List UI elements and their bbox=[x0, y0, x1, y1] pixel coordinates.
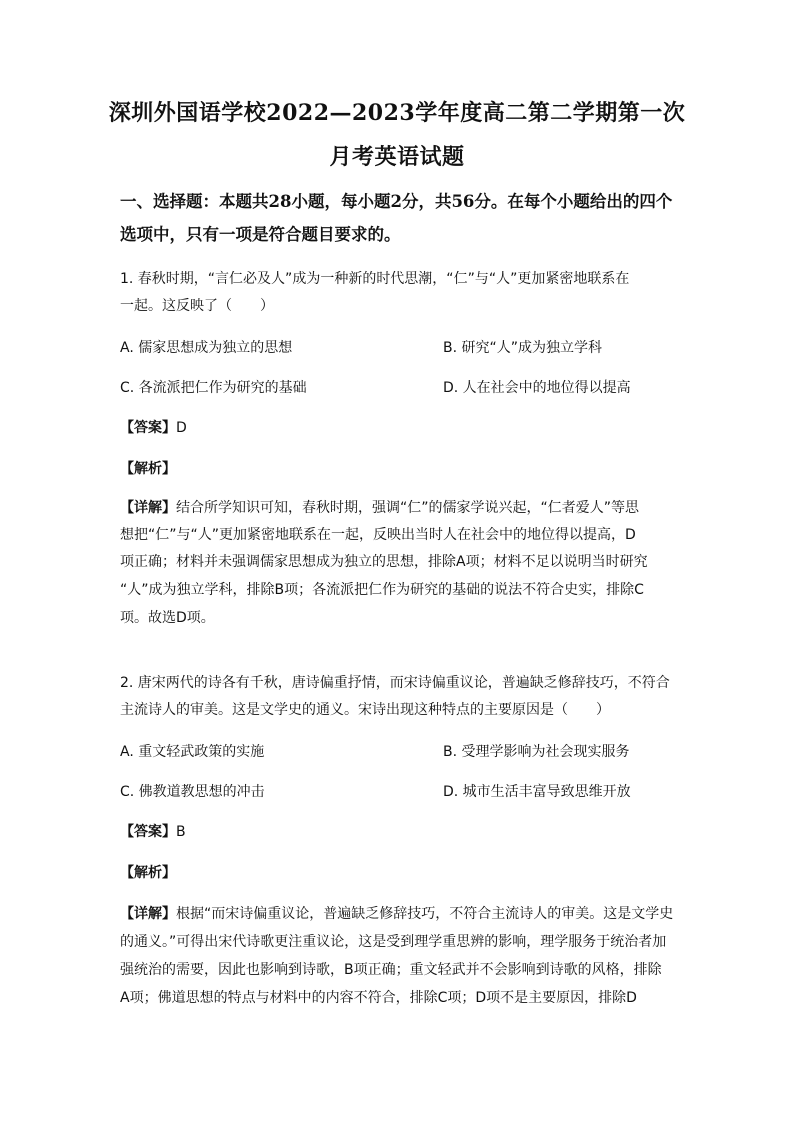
question-1-option-c: C. 各流派把仁作为研究的基础 bbox=[120, 380, 307, 396]
detail-text: 根据“而宋诗偏重议论，普遍缺乏修辞技巧，不符合主流诗人的审美。这是文学史 bbox=[176, 906, 674, 922]
document-title-line-1: 深圳外国语学校2022—2023学年度高二第二学期第一次 bbox=[108, 100, 686, 126]
question-2-stem-line-1: 2. 唐宋两代的诗各有千秋，唐诗偏重抒情，而宋诗偏重议论，普遍缺乏修辞技巧，不符合 bbox=[120, 675, 670, 691]
question-2-option-c: C. 佛教道教思想的冲击 bbox=[120, 784, 265, 800]
question-1-stem-line-1: 1. 春秋时期，“言仁必及人”成为一种新的时代思潮，“仁”与“人”更加紧密地联系在 bbox=[120, 271, 630, 287]
question-1-detail-line-2: 想把“仁”与“人”更加紧密地联系在一起，反映出当时人在社会中的地位得以提高，D bbox=[120, 527, 636, 543]
question-2-detail-line-3: 强统治的需要，因此也影响到诗歌，B项正确；重文轻武并不会影响到诗歌的风格，排除 bbox=[120, 962, 662, 978]
question-2-option-b: B. 受理学影响为社会现实服务 bbox=[443, 744, 630, 760]
question-1-detail-line-4: “人”成为独立学科，排除B项；各流派把仁作为研究的基础的说法不符合史实，排除C bbox=[120, 582, 644, 598]
detail-tag: 【详解】 bbox=[120, 500, 176, 516]
answer-value: D bbox=[176, 420, 187, 436]
question-2-analysis-tag bbox=[120, 862, 176, 882]
answer-tag: 【答案】 bbox=[120, 420, 176, 436]
analysis-tag: 【解析】 bbox=[120, 461, 176, 477]
question-1-detail-line-3: 项正确；材料并未强调儒家思想成为独立的思想，排除A项；材料不足以说明当时研究 bbox=[120, 554, 648, 570]
answer-value: B bbox=[176, 824, 186, 840]
detail-text: 结合所学知识可知，春秋时期，强调“仁”的儒家学说兴起，“仁者爱人”等思 bbox=[176, 500, 640, 516]
section-heading-line-2: 选项中，只有一项是符合题目要求的。 bbox=[120, 225, 401, 244]
answer-tag: 【答案】 bbox=[120, 824, 176, 840]
question-2-option-d: D. 城市生活丰富导致思维开放 bbox=[443, 784, 631, 800]
question-2-answer bbox=[120, 821, 186, 841]
question-1-analysis-tag bbox=[120, 458, 176, 478]
question-2-detail-line-4: A项；佛道思想的特点与材料中的内容不符合，排除C项；D项不是主要原因，排除D bbox=[120, 990, 637, 1006]
detail-tag: 【详解】 bbox=[120, 906, 176, 922]
question-2-detail-line-1 bbox=[120, 903, 673, 923]
question-1-stem-line-2: 一起。这反映了（ ） bbox=[120, 298, 274, 314]
question-1-option-b: B. 研究“人”成为独立学科 bbox=[443, 340, 603, 356]
document-title-line-2: 月考英语试题 bbox=[329, 144, 465, 170]
question-1-answer bbox=[120, 417, 187, 437]
section-heading-line-1: 一、选择题：本题共28小题，每小题2分，共56分。在每个小题给出的四个 bbox=[120, 192, 673, 211]
analysis-tag: 【解析】 bbox=[120, 865, 176, 881]
question-2-stem-line-2: 主流诗人的审美。这是文学史的通义。宋诗出现这种特点的主要原因是（ ） bbox=[120, 702, 610, 718]
question-1-detail-line-5: 项。故选D项。 bbox=[120, 610, 215, 626]
question-2-detail-line-2: 的通义。”可得出宋代诗歌更注重议论，这是受到理学重思辨的影响，理学服务于统治者加 bbox=[120, 934, 667, 950]
question-1-detail-line-1 bbox=[120, 497, 639, 517]
question-1-option-d: D. 人在社会中的地位得以提高 bbox=[443, 380, 631, 396]
question-2-option-a: A. 重文轻武政策的实施 bbox=[120, 744, 265, 760]
question-1-option-a: A. 儒家思想成为独立的思想 bbox=[120, 340, 293, 356]
